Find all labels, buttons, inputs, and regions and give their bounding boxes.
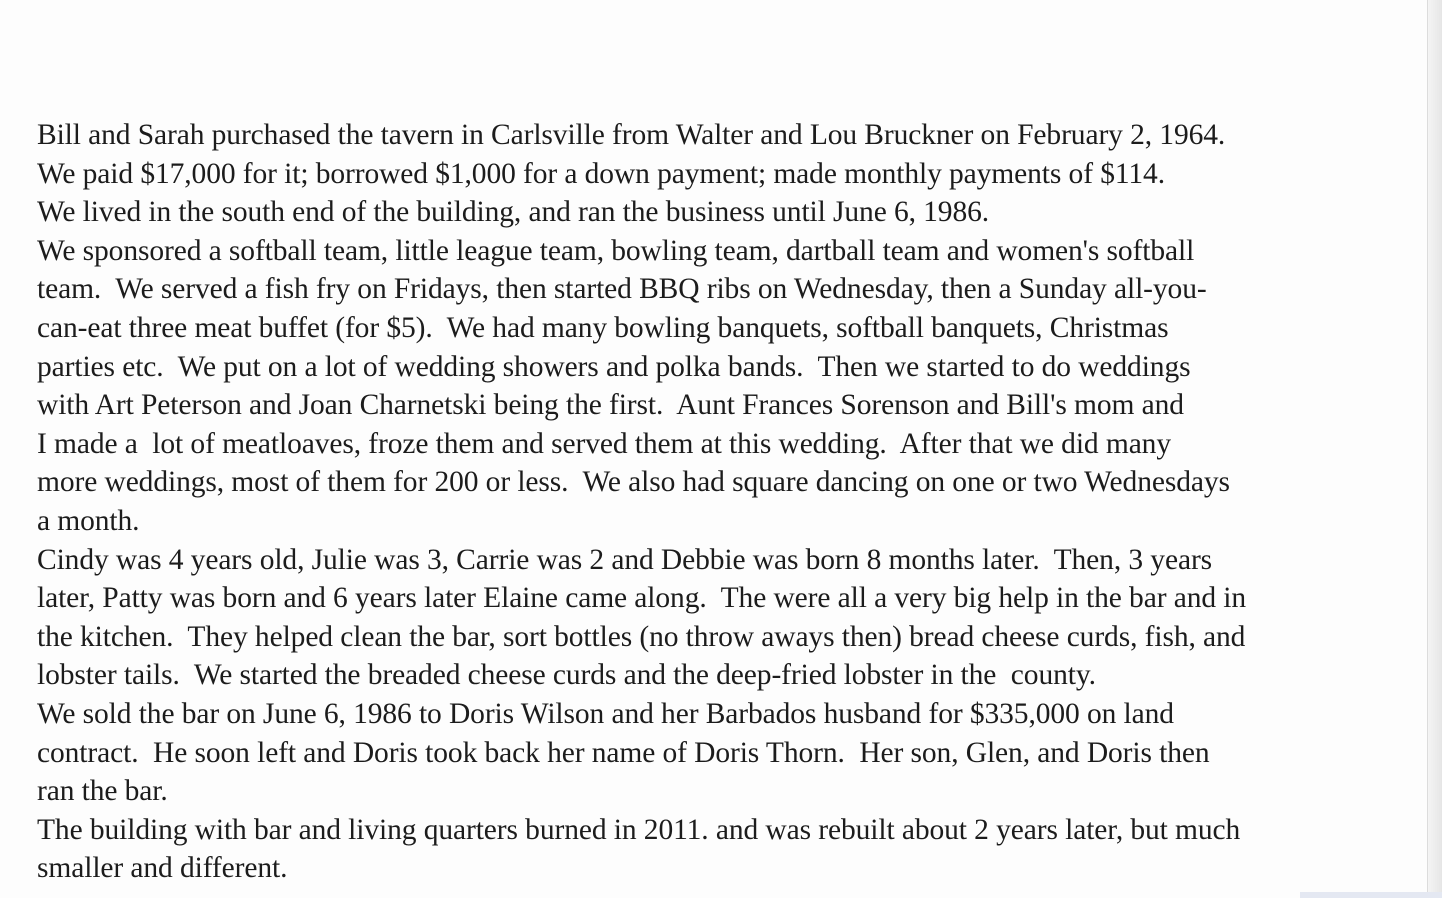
text-line: a month. (37, 504, 140, 537)
text-line: the kitchen. They helped clean the bar, sort bottles (no throw aways then) bread cheese curds, fish, and (37, 620, 1246, 653)
text-line: The building with bar and living quarters burned in 2011. and was rebuilt about 2 years later, but much (37, 813, 1241, 846)
text-line: team. We served a fish fry on Fridays, then started BBQ ribs on Wednesday, then a Sunday all-you- (37, 273, 1207, 306)
scan-edge-right (1427, 0, 1442, 898)
text-line: with Art Peterson and Joan Charnetski being the first. Aunt Frances Sorenson and Bill's mom and (37, 389, 1184, 422)
scan-edge-bottom (1300, 892, 1442, 898)
text-line: We sponsored a softball team, little league team, bowling team, dartball team and women's softball (37, 234, 1195, 267)
text-line: contract. He soon left and Doris took back her name of Doris Thorn. Her son, Glen, and Doris then (37, 736, 1210, 769)
text-line: more weddings, most of them for 200 or less. We also had square dancing on one or two Wednesdays (37, 466, 1230, 499)
text-line: parties etc. We put on a lot of wedding showers and polka bands. Then we started to do weddings (37, 350, 1191, 383)
text-line: ran the bar. (37, 775, 168, 808)
text-line: We paid $17,000 for it; borrowed $1,000 for a down payment; made monthly payments of $114. (37, 157, 1165, 190)
text-line: We lived in the south end of the building, and ran the business until June 6, 1986. (37, 196, 990, 229)
text-line: Cindy was 4 years old, Julie was 3, Carrie was 2 and Debbie was born 8 months later. Then, 3 years (37, 543, 1213, 576)
document-body (37, 116, 1432, 888)
text-line: can-eat three meat buffet (for $5). We had many bowling banquets, softball banquets, Christmas (37, 311, 1169, 344)
text-line: lobster tails. We started the breaded cheese curds and the deep-fried lobster in the county. (37, 659, 1096, 692)
text-line: We sold the bar on June 6, 1986 to Doris Wilson and her Barbados husband for $335,000 on land (37, 697, 1174, 730)
text-line: Bill and Sarah purchased the tavern in Carlsville from Walter and Lou Bruckner on February 2, 1964. (37, 119, 1226, 151)
text-line: smaller and different. (37, 852, 288, 885)
text-line: later, Patty was born and 6 years later Elaine came along. The were all a very big help in the bar and in (37, 582, 1247, 615)
text-line: I made a lot of meatloaves, froze them and served them at this wedding. After that we did many (37, 427, 1171, 460)
